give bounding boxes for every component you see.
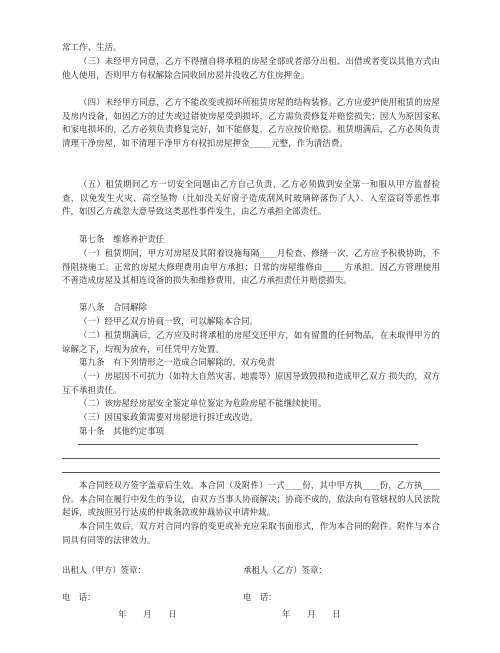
clause-7-item-1: （一）租赁期间，甲方对房屋及其附着设施每隔____月检查、修缮一次，乙方应予积极协助，不得阻挠施工。正常的房屋大修理费用由甲方承担；日常的房屋维修由_____方承担。因乙方管理使用不善造成房屋及其相连设备的损失和维修费用，由乙方承担责任并赔偿损失。	[62, 248, 440, 286]
amendment-paragraph: 本合同生效后，双方对合同内容的变更或补充应采取书面形式，作为本合同的附件。附件与本合同具有同等的法律效力。	[62, 521, 440, 545]
blank-line-2	[62, 458, 440, 459]
clause-9-item-1: （一）房屋因不可抗力（如特大自然灾害、地震等）原因导致毁损和造成甲乙双方 损失的，双方互不承担责任。	[62, 371, 440, 395]
lessee-date: 年 月 日	[282, 609, 341, 619]
lessee-signature-label: 承租人（乙方）签章：	[243, 565, 327, 575]
blank-line-3	[62, 472, 440, 473]
clause-7-heading: 第七条 维修养护责任	[79, 234, 165, 244]
clause-10-heading: 第十条 其他约定事项	[79, 426, 165, 436]
clause-6-item-3: （三）未经甲方同意，乙方不得擅自将承租的房屋全部或者部分出租、出借或者变以其他方式由他人使用，否则甲方有权解除合同收回房屋并没收乙方住房押金。	[62, 56, 440, 80]
clause-9-item-2: （二）该房屋经房屋安全鉴定单位鉴定为危险房屋不能继续使用。	[79, 398, 327, 408]
effectiveness-paragraph: 本合同经双方签字盖章后生效。本合同（及附件）一式____份，其中甲方执____份，乙方执____份。本合同在履行中发生的争议，由双方当事人协商解决；协商不成的，依法向有管辖权的人民法院起诉，或按照另行达成的仲裁条款或仲裁协议申请仲裁。	[62, 480, 440, 518]
paragraph-continuation: 常工作、生活。	[62, 42, 122, 52]
clause-6-item-4: （四）未经甲方同意，乙方不能改变或损坏所租赁房屋的结构装修。乙方应爱护使用租赁的房屋及房内设备，如因乙方的过失或过错使房屋受到损坏，乙方需负责修复并赔偿损失；因人为原因家私和家电损坏的，乙方必须负责修复完好，如不能修复，乙方应按价赔偿。租赁期满后，乙方必须负责清理干净房屋，如不清理干净甲方有权扣房屋押金_____元整，作为清洁费。	[62, 97, 440, 148]
clause-8-heading: 第八条 合同解除	[79, 302, 148, 312]
clause-8-item-1: （一）经甲乙双方协商一致，可以解除本合同。	[79, 316, 259, 326]
lessor-date: 年 月 日	[118, 609, 177, 619]
blank-line-1	[78, 444, 418, 445]
clause-6-item-5: （五）租赁期间乙方一切安全问题由乙方自己负责，乙方必须做到安全第一和服从甲方监督检查，以免发生火灾、高空坠物（比如没关好窗子造成刮风时玻璃碎落伤了人）、入室盗窃等恶性事件，如因乙方疏忽大意导致这类恶性事件发生，由乙方承担全部责任。	[62, 179, 440, 217]
clause-9-heading: 第九条 有下列情形之一造成合同解除的，双方免责	[79, 357, 276, 367]
clause-8-item-2: （二）租赁期满后，乙方应及时将承租的房屋交还甲方，如有留置的任何物品，在未取得甲方的谅解之下，均视为放弃，可任凭甲方处置。	[62, 330, 440, 354]
lessee-phone-label: 电 话：	[243, 592, 277, 602]
lessor-signature-label: 出租人（甲方）签章：	[62, 565, 146, 575]
clause-9-item-3: （三）因国家政策需要对房屋进行拆迁或改造。	[79, 412, 259, 422]
lessor-phone-label: 电 话：	[62, 592, 96, 602]
